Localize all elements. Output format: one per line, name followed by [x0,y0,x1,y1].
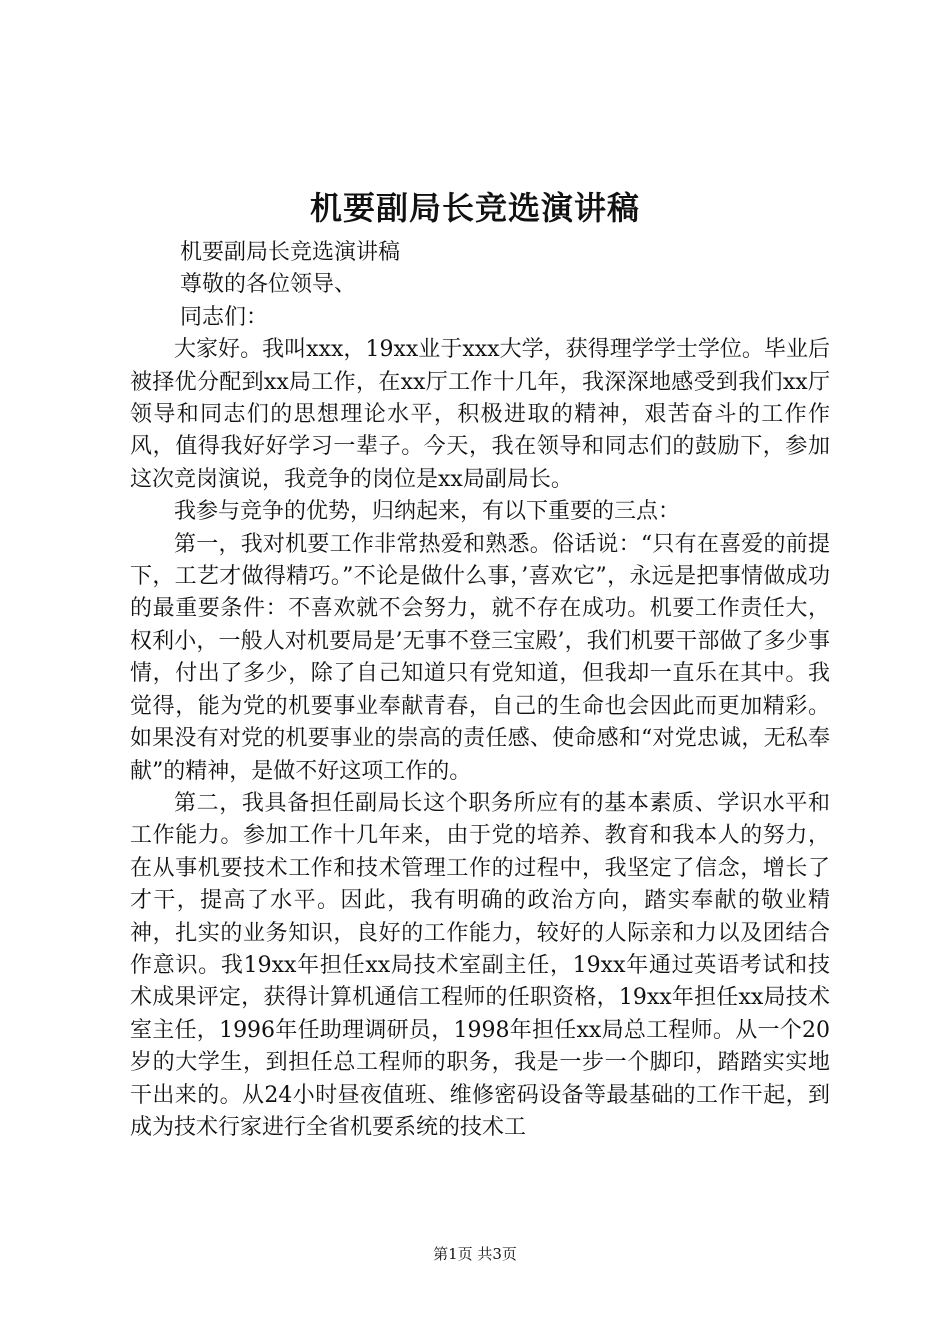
paragraph-point-two: 第二，我具备担任副局长这个职务所应有的基本素质、学识水平和工作能力。参加工作十几年来，由于党的培养、教育和我本人的努力，在从事机要技术工作和技术管理工作的过程中，我坚定了信念，增长了才干，提高了水平。因此，我有明确的政治方向，踏实奉献的敬业精神，扎实的业务知识，良好的工作能力，较好的人际亲和力以及团结合作意识。我19xx年担任xx局技术室副主任，19xx年通过英语考试和技术成果评定，获得计算机通信工程师的任职资格，19xx年担任xx局技术室主任，1996年任助理调研员，1998年担任xx局总工程师。从一个20岁的大学生，到担任总工程师的职务，我是一步一个脚印，踏踏实实地干出来的。从24小时昼夜值班、维修密码设备等最基础的工作干起，到成为技术行家进行全省机要系统的技术工 [130,790,830,1140]
paragraph-subtitle: 机要副局长竞选演讲稿 [180,240,401,265]
paragraph-salutation-1: 尊敬的各位领导、 [180,272,357,298]
paragraph-salutation-2: 同志们： [180,304,269,330]
paragraph-point-one: 第一，我对机要工作非常热爱和熟悉。俗话说：“只有在喜爱的前提下，工艺才做得精巧。”不论是做什么事，’喜欢它”，永远是把事情做成功的最重要条件：不喜欢就不会努力，就不存在成功。机要工作责任大，权利小，一般人对机要局是’无事不登三宝殿’，我们机要干部做了多少事情，付出了多少，除了自己知道只有党知道，但我却一直乐在其中。我觉得，能为党的机要事业奉献青春，自己的生命也会因此而更加精彩。如果没有对党的机要事业的崇高的责任感、使命感和“对党忠诚，无私奉献”的精神，是做不好这项工作的。 [130,531,830,784]
paragraph-introduction: 大家好。我叫xxx，19xx业于xxx大学，获得理学学士学位。毕业后被择优分配到xx局工作，在xx厅工作十几年，我深深地感受到我们xx厅领导和同志们的思想理论水平，积极进取的精神，艰苦奋斗的工作作风，值得我好好学习一辈子。今天，我在领导和同志们的鼓励下，参加这次竞岗演说，我竞争的岗位是xx局副局长。 [130,337,830,492]
document-title: 机要副局长竞选演讲稿 [309,189,640,227]
paragraph-advantages-intro: 我参与竞争的优势，归纳起来，有以下重要的三点： [174,499,681,525]
document-body [130,237,830,1144]
page-number-footer: 第1页 共3页 [433,1245,517,1263]
